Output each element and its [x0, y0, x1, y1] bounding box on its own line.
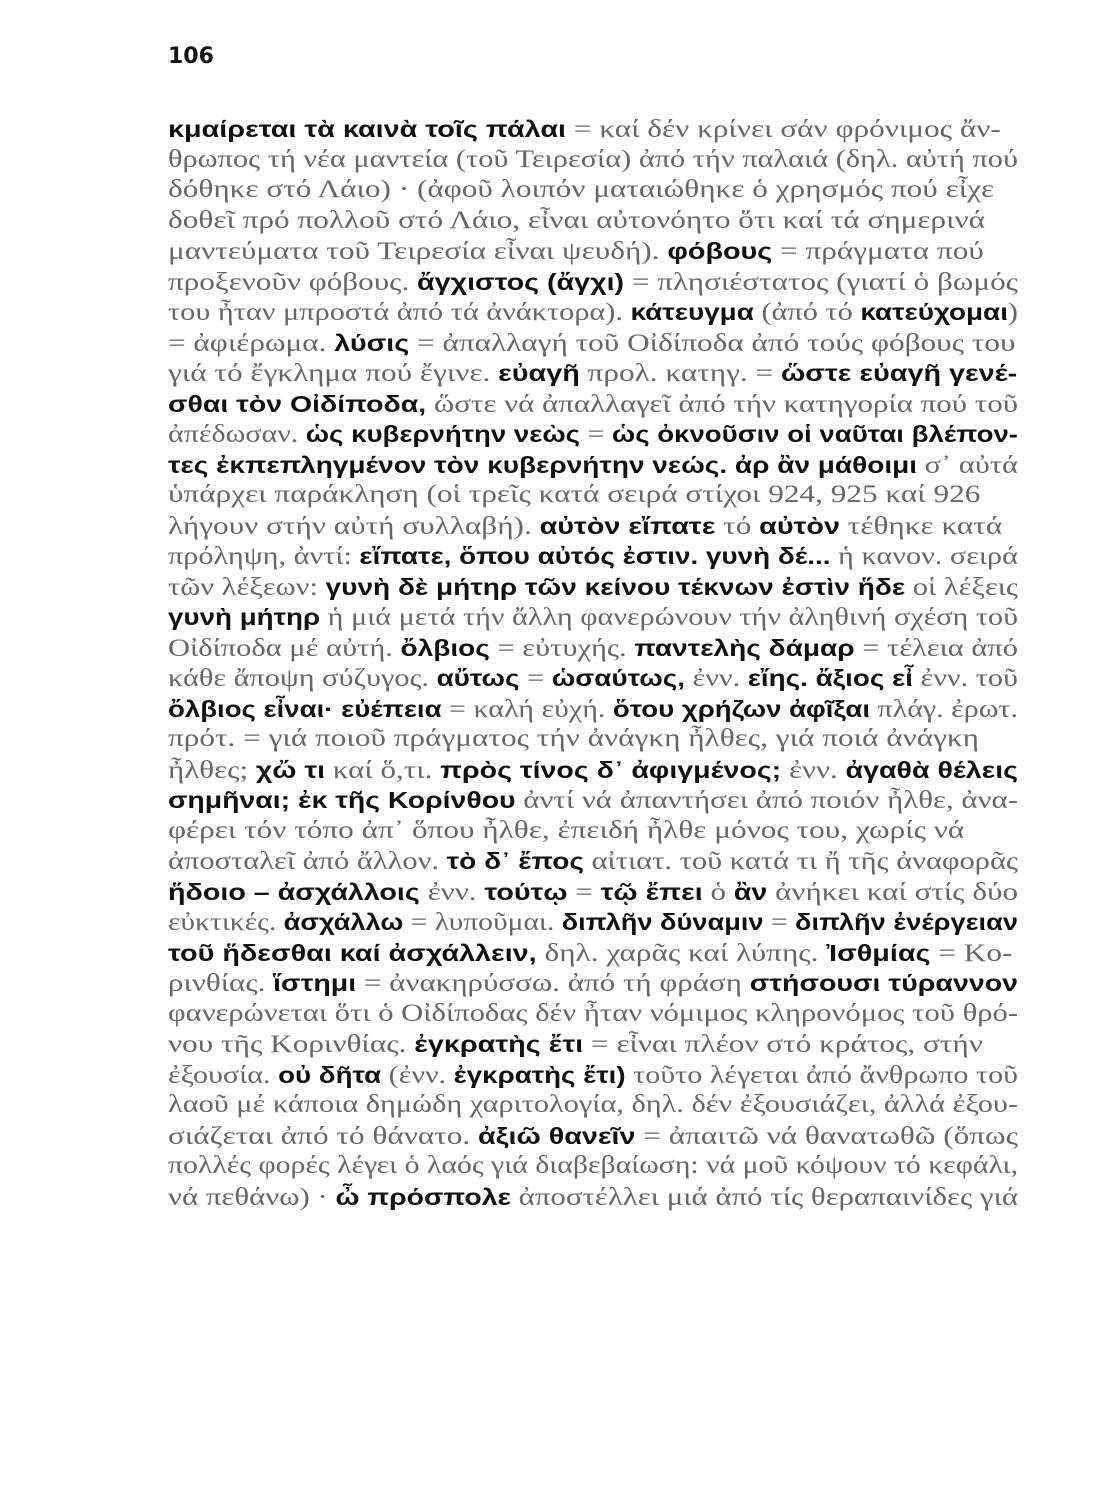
- text-line-content: [168, 968, 1018, 999]
- text-line: [168, 328, 1018, 359]
- explanation-text: = Κο-: [930, 939, 1013, 967]
- lemma-term: τούτῳ: [484, 878, 568, 905]
- text-line: [168, 968, 1018, 999]
- text-line: [168, 938, 1018, 969]
- explanation-text: ἀντί νά ἀπαντήσει ἀπό ποιόν ἦλθε, ἀνα-: [515, 787, 1018, 814]
- explanation-text: = ἀπαιτῶ νά θανατωθῶ (ὅπως: [635, 1122, 1018, 1150]
- explanation-text: προξενοῦν φόβους.: [168, 268, 418, 296]
- explanation-text: = πράγματα πού: [772, 238, 984, 265]
- explanation-text: ): [1007, 299, 1018, 326]
- explanation-text: = καί δέν κρίνει σάν φρόνιμος ἄν-: [565, 116, 1001, 143]
- explanation-text: εὐκτικές.: [168, 909, 284, 936]
- lemma-term: γυνὴ δὲ μήτηρ τῶν κείνου τέκνων ἐστὶν ἥδε: [325, 573, 906, 600]
- text-line: [168, 785, 1018, 816]
- text-line: [168, 114, 1018, 145]
- lemma-term: κατεύχομαι: [860, 299, 1008, 325]
- lemma-term: ὄλβιος: [400, 634, 490, 661]
- text-line: [168, 1151, 1018, 1182]
- text-line-content: [168, 572, 1018, 603]
- text-line-content: [168, 450, 1018, 481]
- lemma-term: διπλῆν ἐνέργειαν: [795, 909, 1018, 935]
- text-line-content: [168, 1121, 1018, 1152]
- text-line-content: [168, 602, 1018, 633]
- explanation-text: ἦλθες;: [168, 756, 256, 784]
- text-line: [168, 1121, 1018, 1152]
- explanation-text: Οἰδίποδα μέ αὐτή.: [168, 634, 401, 662]
- text-line-content: [168, 938, 1012, 969]
- commentary-text: [168, 114, 1018, 1212]
- explanation-text: ὥστε νά ἀπαλλαγεῖ ἀπό τήν κατηγορία πού τοῦ: [426, 390, 1018, 418]
- text-line-content: [168, 907, 1018, 938]
- explanation-text: θρωπος τή νέα μαντεία (τοῦ Τειρεσία) ἀπό τήν παλαιά (δηλ. αὐτή πού: [168, 145, 1018, 173]
- lemma-term: κμαίρεται τὰ καινὰ τοῖς πάλαι: [168, 116, 566, 142]
- explanation-text: πρόληψη, ἀντί:: [168, 543, 360, 570]
- text-line: [168, 907, 1018, 938]
- explanation-text: = ἀνακηρύσσω. ἀπό τή φράση: [356, 970, 750, 997]
- text-line: [168, 877, 1018, 908]
- explanation-text: δοθεῖ πρό πολλοῦ στό Λάιο, εἶναι αὐτονόητο ὅτι καί τά σημερινά: [168, 206, 986, 234]
- text-line-content: [168, 877, 1018, 908]
- explanation-text: ἐξουσία.: [168, 1061, 279, 1089]
- text-line-content: [168, 114, 1001, 145]
- explanation-text: κάθε ἄποψη σύζυγος.: [168, 665, 437, 692]
- lemma-term: ἐγκρατὴς ἔτι: [414, 1031, 584, 1057]
- text-line: [168, 1029, 1018, 1060]
- text-line-content: [168, 1090, 1018, 1121]
- text-line: [168, 724, 1018, 755]
- lemma-term: σθαι τὸν Οἰδίποδα,: [168, 390, 427, 417]
- text-line-content: [168, 511, 1002, 542]
- lemma-term: ἀγαθὰ θέλεις: [845, 756, 1018, 783]
- text-line-content: [168, 1182, 1018, 1213]
- lemma-term: διπλῆν δύναμιν: [561, 909, 764, 935]
- lemma-term: ἥδοιο – ἀσχάλλοις: [168, 878, 420, 905]
- text-line: [168, 1182, 1018, 1213]
- lemma-term: ὡς ὀκνοῦσιν οἱ ναῦται βλέπον-: [611, 421, 1018, 447]
- explanation-text: καί ὅ,τι.: [325, 756, 441, 784]
- text-line-content: [168, 724, 979, 755]
- text-line-content: [168, 389, 1018, 420]
- text-line-content: [168, 236, 984, 267]
- text-line-content: [168, 541, 1018, 572]
- text-line-content: [168, 267, 1018, 298]
- lemma-term: πρὸς τίνος δ᾽ ἀφιγμένος;: [440, 756, 782, 783]
- explanation-text: =: [763, 909, 796, 936]
- text-line-content: [168, 846, 1018, 877]
- explanation-text: = καλή εὐχή.: [441, 695, 613, 723]
- explanation-text: φέρει τόν τόπο ἀπ᾽ ὅπου ἦλθε, ἐπειδή ἦλθε μόνος του, χωρίς νά: [168, 816, 965, 844]
- explanation-text: τό: [715, 512, 760, 540]
- explanation-text: τῶν λέξεων:: [168, 573, 326, 601]
- explanation-text: ὁ: [702, 878, 734, 906]
- explanation-text: = ἀφιέρωμα.: [168, 329, 335, 357]
- lemma-term: λύσις: [334, 329, 410, 356]
- explanation-text: (ἐνν.: [381, 1061, 454, 1089]
- text-line: [168, 999, 1018, 1030]
- explanation-text: αἰτιατ. τοῦ κατά τι ἤ τῆς ἀναφορᾶς: [583, 848, 1018, 875]
- explanation-text: = ἀπαλλαγή τοῦ Οἰδίποδα ἀπό τούς φόβους του: [409, 329, 1016, 357]
- lemma-term: ἐγκρατὴς ἔτι): [453, 1061, 626, 1088]
- text-line-content: [168, 633, 1018, 664]
- explanation-text: ἐνν.: [419, 878, 485, 906]
- explanation-text: = λυποῦμαι.: [403, 909, 562, 936]
- text-line-content: [168, 206, 985, 237]
- text-line-content: [168, 663, 1018, 694]
- lemma-term: Ἰσθμίας: [826, 939, 931, 966]
- lemma-term: σημῆναι; ἐκ τῆς Κορίνθου: [168, 787, 516, 813]
- lemma-term: ὅτου χρήζων ἀφῖξαι: [612, 695, 871, 722]
- explanation-text: = πλησιέστατος (γιατί ὁ βωμός: [624, 268, 1018, 296]
- explanation-text: ἡ μιά μετά τήν ἄλλη φανερώνουν τήν ἀληθινή σχέση τοῦ: [320, 604, 1018, 631]
- lemma-term: αὔτως: [436, 665, 520, 691]
- lemma-term: αὐτὸν εἴπατε: [539, 512, 716, 539]
- text-line-content: [168, 145, 1018, 176]
- explanation-text: = τέλεια ἀπό: [854, 634, 1018, 662]
- text-line-content: [168, 358, 1017, 389]
- lemma-term: χὤ τι: [255, 756, 326, 783]
- text-line: [168, 694, 1018, 725]
- explanation-text: πλάγ. ἐρωτ.: [870, 695, 1018, 723]
- lemma-term: εἴπατε, ὅπου αὐτός ἐστιν. γυνὴ δέ...: [359, 543, 831, 569]
- text-line: [168, 633, 1018, 664]
- text-line: [168, 816, 1018, 847]
- explanation-text: =: [579, 421, 612, 448]
- lemma-term: ὡσαύτως,: [551, 665, 685, 691]
- lemma-term: ὦ πρόσπολε: [335, 1183, 511, 1210]
- text-line-content: [168, 1029, 983, 1060]
- lemma-term: αὐτὸν: [759, 512, 840, 539]
- explanation-text: πρότ. = γιά ποιοῦ πράγματος τήν ἀνάγκη ἦλθες, γιά ποιά ἀνάγκη: [168, 725, 979, 752]
- explanation-text: = εἶναι πλέον στό κράτος, στήν: [583, 1031, 983, 1058]
- explanation-text: πολλές φορές λέγει ὁ λαός γιά διαβεβαίωση: νά μοῦ κόψουν τό κεφάλι,: [168, 1152, 1018, 1179]
- text-line: [168, 480, 1018, 511]
- lemma-term: φόβους: [667, 238, 773, 264]
- text-line: [168, 846, 1018, 877]
- lemma-term: εἴης. ἄξιος εἶ: [747, 665, 913, 691]
- explanation-text: τοῦτο λέγεται ἀπό ἄνθρωπο τοῦ: [625, 1061, 1018, 1089]
- explanation-text: γιά τό ἔγκλημα πού ἔγινε.: [168, 360, 499, 387]
- explanation-text: ἀπέδωσαν.: [168, 421, 306, 448]
- text-line-content: [168, 297, 1018, 328]
- page-number: 106: [168, 44, 214, 69]
- text-line-content: [168, 480, 980, 511]
- text-line: [168, 450, 1018, 481]
- text-line: [168, 1060, 1018, 1091]
- lemma-term: ἵστημι: [273, 970, 357, 996]
- text-line: [168, 145, 1018, 176]
- explanation-text: δόθηκε στό Λάιο) · (ἀφοῦ λοιπόν ματαιώθηκε ὁ χρησμός πού εἶχε: [168, 176, 995, 203]
- explanation-text: (ἀπό τό: [753, 299, 861, 326]
- text-line: [168, 663, 1018, 694]
- explanation-text: ρινθίας.: [168, 970, 274, 997]
- lemma-term: ἄγχιστος (ἄγχι): [417, 268, 625, 295]
- text-line-content: [168, 999, 1018, 1030]
- explanation-text: τέθηκε κατά: [839, 512, 1003, 540]
- text-line: [168, 572, 1018, 603]
- explanation-text: =: [567, 878, 601, 906]
- text-line-content: [168, 328, 1015, 359]
- text-line: [168, 267, 1018, 298]
- explanation-text: ἀποσταλεῖ ἀπό ἄλλον.: [168, 848, 447, 875]
- text-line: [168, 297, 1018, 328]
- explanation-text: ἐνν.: [781, 756, 846, 784]
- explanation-text: οἱ λέξεις: [905, 573, 1018, 601]
- text-line: [168, 602, 1018, 633]
- text-line: [168, 541, 1018, 572]
- text-line: [168, 175, 1018, 206]
- explanation-text: μαντεύματα τοῦ Τειρεσία εἶναι ψευδή).: [168, 238, 668, 265]
- text-line: [168, 1090, 1018, 1121]
- explanation-text: λήγουν στήν αὐτή συλλαβή).: [168, 512, 540, 540]
- explanation-text: ἀποστέλλει μιά ἀπό τίς θεραπαινίδες γιά: [510, 1183, 1018, 1211]
- explanation-text: ἡ κανον. σειρά: [830, 543, 1018, 570]
- explanation-text: φανερώνεται ὅτι ὁ Οἰδίποδας δέν ἦταν νόμιμος κληρονόμος τοῦ θρό-: [168, 999, 1018, 1027]
- lemma-term: κάτευγμα: [630, 299, 754, 325]
- text-line: [168, 236, 1018, 267]
- explanation-text: ἐνν.: [684, 665, 748, 692]
- lemma-term: στήσουσι τύραννον: [749, 970, 1018, 996]
- text-line: [168, 389, 1018, 420]
- text-line-content: [168, 755, 1018, 786]
- lemma-term: γυνὴ μήτηρ: [168, 604, 321, 630]
- text-line: [168, 419, 1018, 450]
- explanation-text: = εὐτυχής.: [489, 634, 635, 662]
- lemma-term: οὐ δῆτα: [278, 1061, 382, 1088]
- lemma-term: παντελὴς δάμαρ: [634, 634, 855, 661]
- lemma-term: τες ἐκπεπληγμένον τὸν κυβερνήτην νεώς. ἀρ ἂν μάθοιμι: [168, 451, 918, 478]
- text-line-content: [168, 419, 1018, 450]
- explanation-text: σιάζεται ἀπό τό θάνατο.: [168, 1122, 479, 1150]
- explanation-text: του ἦταν μπροστά ἀπό τά ἀνάκτορα).: [168, 299, 631, 326]
- text-line: [168, 358, 1018, 389]
- text-line-content: [168, 816, 964, 847]
- explanation-text: σ᾽ αὐτά: [917, 451, 1018, 479]
- explanation-text: νά πεθάνω) ·: [168, 1183, 336, 1211]
- lemma-term: ἀξιῶ θανεῖν: [478, 1122, 636, 1149]
- text-line: [168, 511, 1018, 542]
- text-line-content: [168, 1151, 1018, 1182]
- explanation-text: =: [519, 665, 552, 692]
- lemma-term: τὸ δ᾽ ἔπος: [446, 848, 584, 874]
- lemma-term: ὥστε εὐαγῆ γενέ-: [780, 360, 1018, 386]
- explanation-text: νου τῆς Κορινθίας.: [168, 1031, 415, 1058]
- explanation-text: προλ. κατηγ. =: [579, 360, 781, 387]
- text-line-content: [168, 785, 1018, 816]
- lemma-term: τοῦ ἥδεσθαι καί ἀσχάλλειν,: [168, 939, 537, 966]
- text-line-content: [168, 1060, 1018, 1091]
- lemma-term: ἀσχάλλω: [283, 909, 404, 935]
- explanation-text: δηλ. χαρᾶς καί λύπης.: [536, 939, 827, 967]
- text-line-content: [168, 694, 1018, 725]
- lemma-term: ὄλβιος εἶναι· εὐέπεια: [168, 695, 442, 722]
- lemma-term: ὡς κυβερνήτην νεὼς: [305, 421, 580, 447]
- explanation-text: λαοῦ μέ κάποια δημώδη χαριτολογία, δηλ. δέν ἐξουσιάζει, ἀλλά ἐξου-: [168, 1091, 1018, 1118]
- explanation-text: ἐνν. τοῦ: [912, 665, 1018, 692]
- text-line: [168, 755, 1018, 786]
- text-line: [168, 206, 1018, 237]
- lemma-term: τῷ ἔπει: [600, 878, 703, 905]
- explanation-text: ὑπάρχει παράκληση (οἱ τρεῖς κατά σειρά στίχοι 924, 925 καί 926: [168, 481, 981, 508]
- lemma-term: ἂν: [733, 878, 768, 905]
- text-line-content: [168, 175, 994, 206]
- lemma-term: εὐαγῆ: [498, 360, 580, 386]
- explanation-text: ἀνήκει καί στίς δύο: [767, 878, 1018, 906]
